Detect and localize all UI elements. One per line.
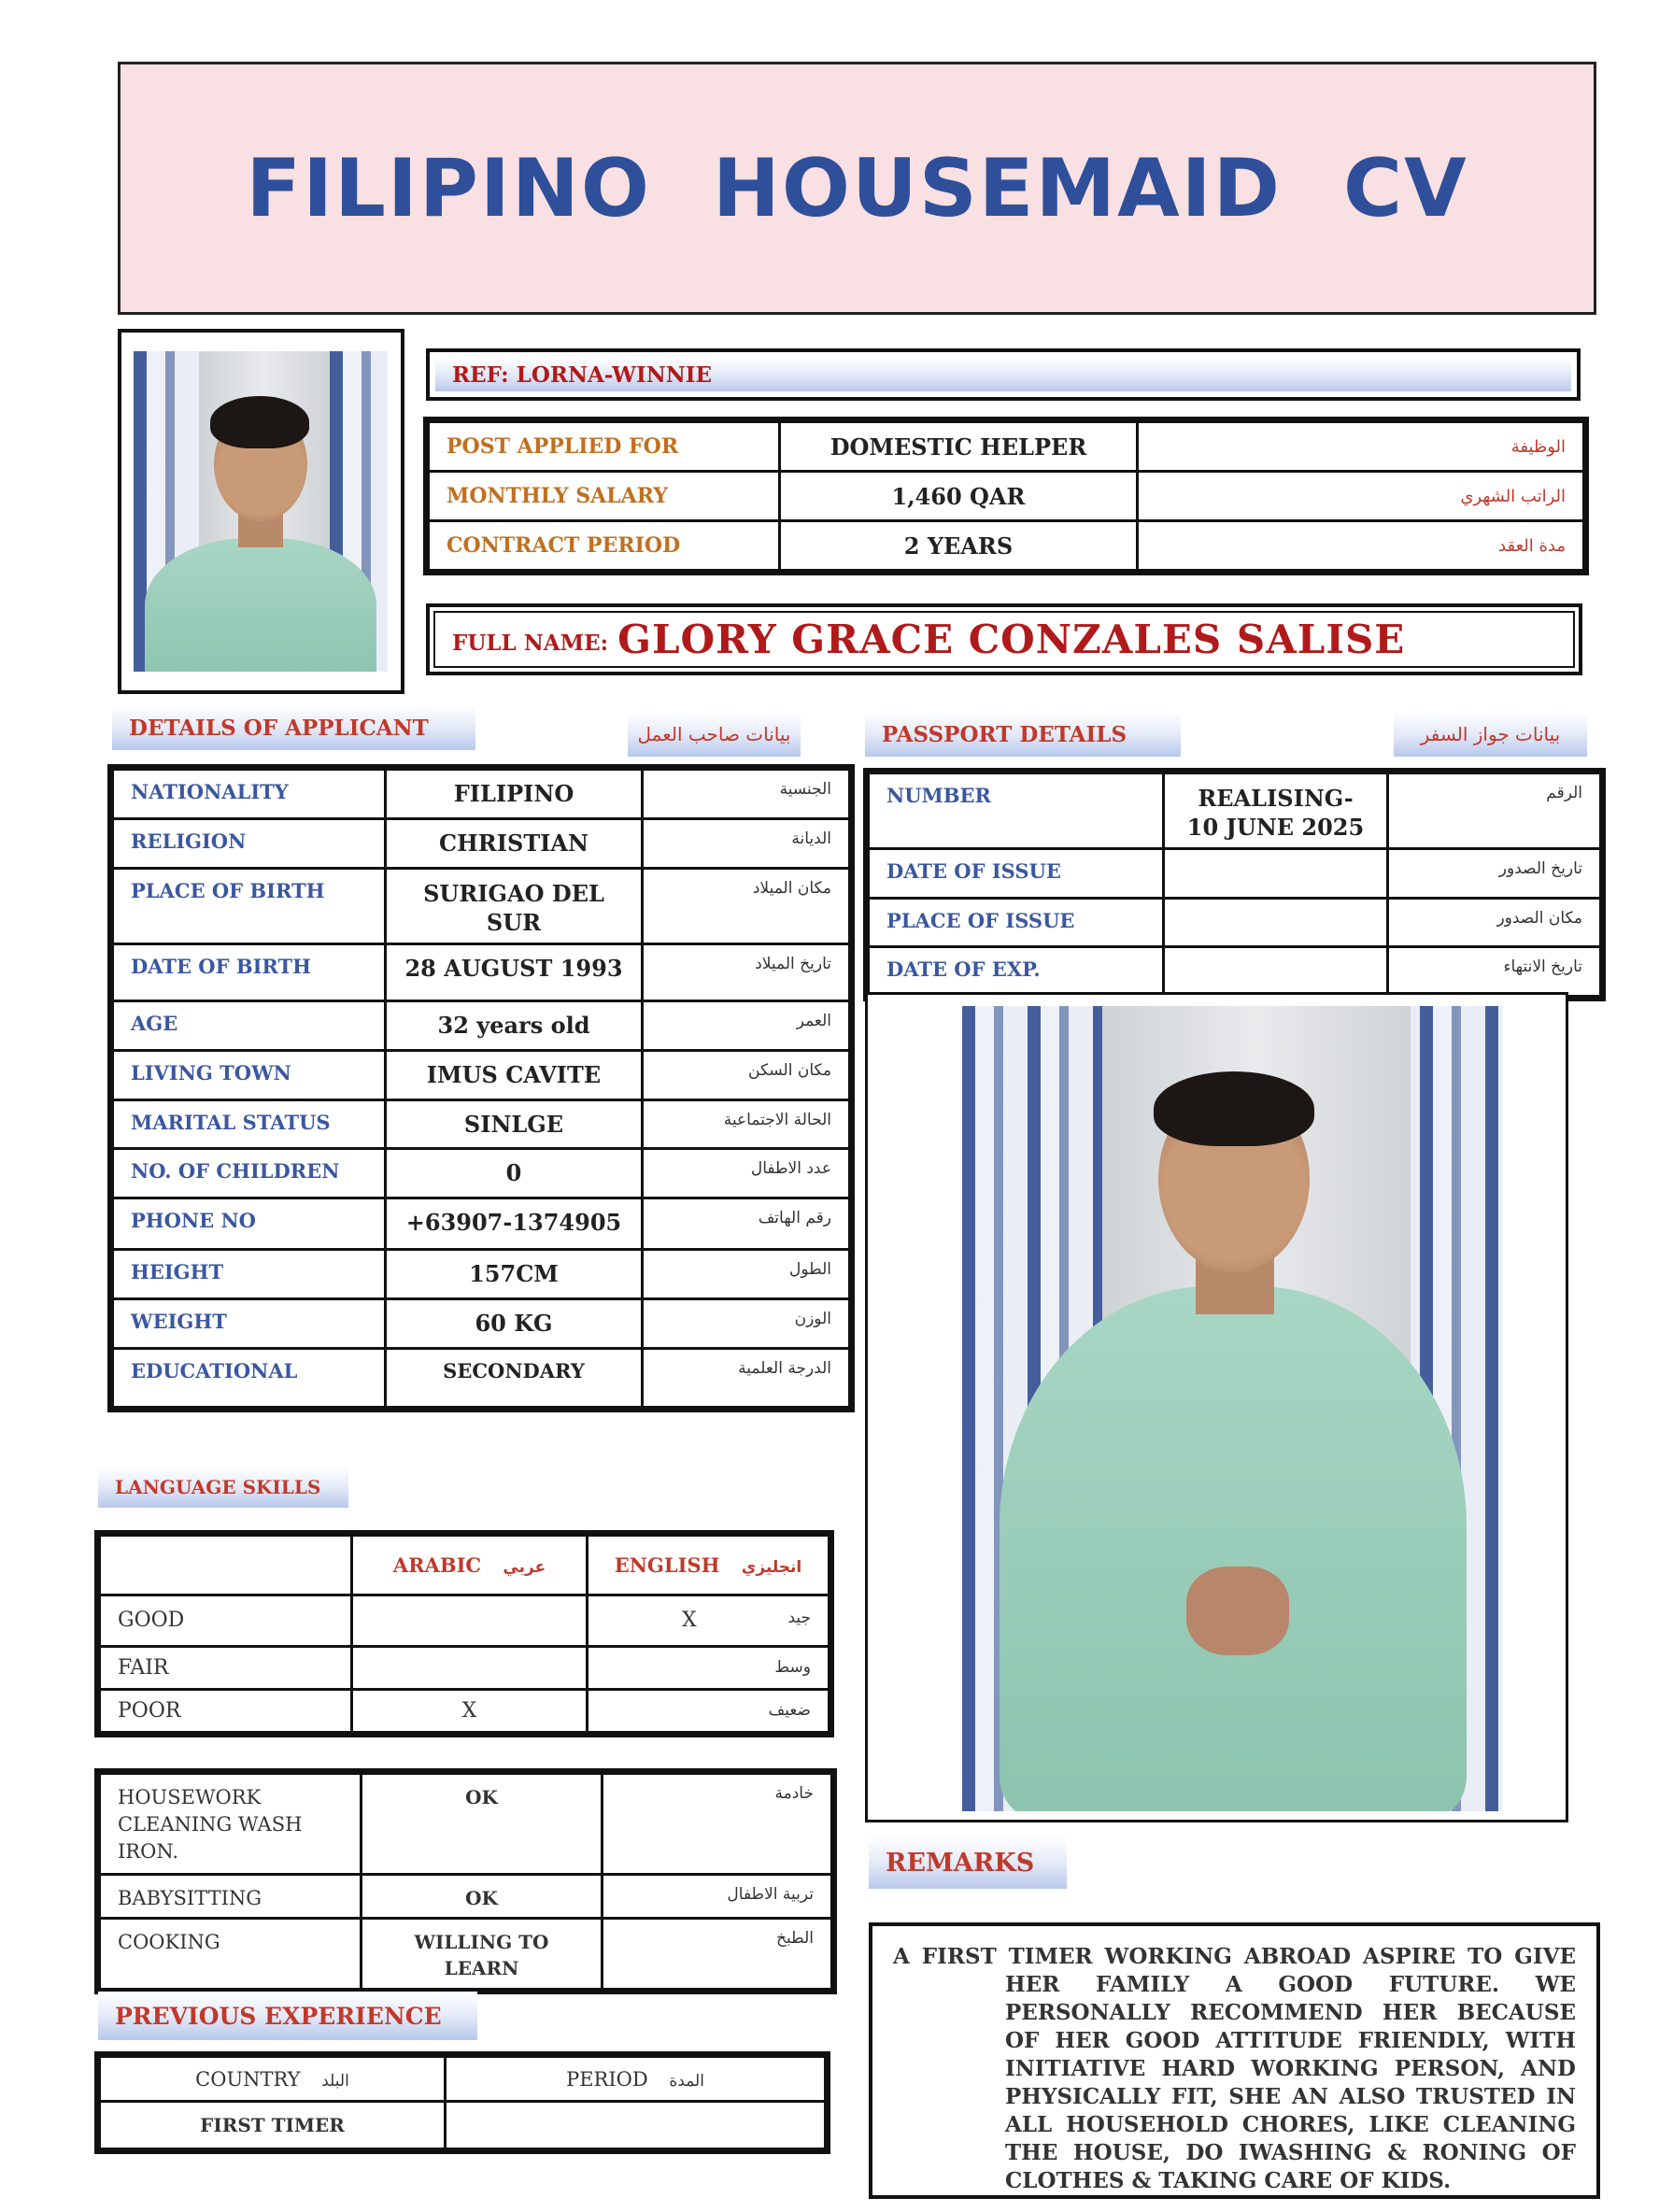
skill-label: BABYSITTING [100, 1875, 362, 1919]
applicant-label: MARITAL STATUS [113, 1099, 386, 1149]
passport-value [1164, 849, 1388, 899]
applicant-label-ar: الطول [643, 1250, 850, 1299]
passport-row [869, 898, 1601, 947]
experience-col-period-ar: المدة [669, 2071, 704, 2091]
experience-period [446, 2102, 826, 2149]
language-level-ar: ضعيف [768, 1701, 811, 1721]
passport-row [869, 773, 1601, 849]
job-label-ar: مدة العقد [1138, 521, 1584, 571]
passport-label: DATE OF EXP. [869, 947, 1164, 997]
passport-row [869, 849, 1601, 899]
skill-value: OK [362, 1875, 603, 1919]
applicant-value: SINLGE [386, 1099, 643, 1149]
language-heading: LANGUAGE SKILLS [98, 1467, 348, 1508]
applicant-row [113, 868, 850, 943]
language-level: GOOD [100, 1595, 352, 1646]
applicant-value: IMUS CAVITE [386, 1050, 643, 1099]
applicant-label-ar: الديانة [643, 818, 850, 868]
skills-row [100, 1919, 832, 1990]
remarks-box [869, 1922, 1600, 2199]
applicant-value: FILIPINO [386, 770, 643, 819]
applicant-label: AGE [113, 1000, 386, 1050]
applicant-value: +63907-1374905 [386, 1198, 643, 1250]
applicant-row [113, 818, 850, 868]
passport-label: NUMBER [869, 773, 1164, 849]
applicant-heading-ar: بيانات صاحب العمل [628, 712, 801, 757]
applicant-label: WEIGHT [113, 1299, 386, 1349]
applicant-label: NO. OF CHILDREN [113, 1149, 386, 1198]
skill-value: OK [362, 1774, 603, 1875]
skills-row [100, 1875, 832, 1919]
applicant-label-ar: تاريخ الميلاد [643, 943, 850, 1000]
applicant-row [113, 1250, 850, 1299]
language-table [94, 1530, 834, 1737]
applicant-label-ar: الجنسية [643, 770, 850, 819]
language-col-arabic-label: ARABIC [392, 1553, 482, 1578]
job-row [429, 521, 1584, 571]
applicant-row [113, 1299, 850, 1349]
portrait-photo-frame [118, 329, 404, 694]
experience-col-period: PERIOD [566, 2067, 648, 2091]
language-level-ar: جيد [787, 1609, 811, 1628]
language-arabic-mark [352, 1595, 588, 1646]
experience-heading: PREVIOUS EXPERIENCE [98, 1992, 477, 2040]
applicant-row [113, 1198, 850, 1250]
language-row [100, 1646, 830, 1689]
applicant-label-ar: مكان الميلاد [643, 868, 850, 943]
language-level-ar: وسط [774, 1658, 811, 1678]
job-value: 1,460 QAR [780, 472, 1138, 521]
applicant-label: DATE OF BIRTH [113, 943, 386, 1000]
language-header-row [100, 1536, 830, 1595]
applicant-label: LIVING TOWN [113, 1050, 386, 1099]
language-row [100, 1595, 830, 1646]
applicant-label: NATIONALITY [113, 770, 386, 819]
job-value: DOMESTIC HELPER [780, 422, 1138, 472]
skill-label-ar: تربية الاطفال [603, 1875, 832, 1919]
passport-table [863, 768, 1606, 1001]
skill-label-ar: الطبخ [603, 1919, 832, 1990]
full-name-label: FULL NAME: [452, 631, 609, 656]
job-label: CONTRACT PERIOD [429, 521, 780, 571]
experience-header-row [100, 2057, 826, 2102]
passport-row [869, 947, 1601, 997]
job-label: MONTHLY SALARY [429, 472, 780, 521]
language-col-english-ar: انجليزي [741, 1558, 802, 1578]
language-col-arabic [352, 1536, 588, 1595]
language-level: FAIR [100, 1646, 352, 1689]
applicant-row [113, 1000, 850, 1050]
applicant-label-ar: مكان السكن [643, 1050, 850, 1099]
job-value: 2 YEARS [780, 521, 1138, 571]
applicant-value: 157CM [386, 1250, 643, 1299]
passport-label-ar: تاريخ الانتهاء [1388, 947, 1601, 997]
applicant-label: PLACE OF BIRTH [113, 868, 386, 943]
remarks-text: A FIRST TIMER WORKING ABROAD ASPIRE TO GIVE HER FAMILY A GOOD FUTURE. WE PERSONALLY RECOMMEND HER BECAUSE OF HER GOOD ATTITUDE FRIENDLY, WITH INITIATIVE HARD WORKING PERSON, AND PHYSICALLY FIT, SHE AN ALSO TRUSTED IN ALL HOUSEHOLD CHORES, LIKE CLEANING THE HOUSE, DO IWASHING & RONING OF CLOTHES & TAKING CARE OF KIDS. [893, 1944, 1576, 2193]
title-banner [118, 62, 1596, 315]
passport-heading-ar: بيانات جواز السفر [1394, 712, 1587, 757]
applicant-label: PHONE NO [113, 1198, 386, 1250]
skill-label-ar: خادمة [603, 1774, 832, 1875]
applicant-label-ar: عدد الاطفال [643, 1149, 850, 1198]
skills-table [94, 1768, 837, 1994]
applicant-label-ar: الوزن [643, 1299, 850, 1349]
applicant-value: SURIGAO DEL SUR [386, 868, 643, 943]
applicant-row [113, 770, 850, 819]
applicant-value: 60 KG [386, 1299, 643, 1349]
remarks-heading: REMARKS [869, 1836, 1067, 1889]
full-body-photo-frame [865, 992, 1568, 1822]
applicant-label: HEIGHT [113, 1250, 386, 1299]
applicant-value: 32 years old [386, 1000, 643, 1050]
applicant-label: RELIGION [113, 818, 386, 868]
skill-label: COOKING [100, 1919, 362, 1990]
applicant-row [113, 1348, 850, 1407]
applicant-heading: DETAILS OF APPLICANT [112, 705, 475, 750]
applicant-label-ar: العمر [643, 1000, 850, 1050]
language-col-english [588, 1536, 830, 1595]
passport-label: PLACE OF ISSUE [869, 898, 1164, 947]
experience-col-country-ar: البلد [321, 2071, 349, 2091]
applicant-row [113, 1149, 850, 1198]
job-label: POST APPLIED FOR [429, 422, 780, 472]
language-row [100, 1689, 830, 1732]
language-english-mark: X [682, 1609, 697, 1633]
experience-row [100, 2102, 826, 2149]
language-arabic-mark: X [352, 1689, 588, 1732]
language-level: POOR [100, 1689, 352, 1732]
passport-label-ar: الرقم [1388, 773, 1601, 849]
applicant-label-ar: رقم الهاتف [643, 1198, 850, 1250]
applicant-label-ar: الحالة الاجتماعية [643, 1099, 850, 1149]
experience-table [94, 2051, 830, 2154]
page-title: FILIPINO HOUSEMAID CV [246, 141, 1468, 235]
applicant-value: 0 [386, 1149, 643, 1198]
passport-label-ar: مكان الصدور [1388, 898, 1601, 947]
applicant-value: SECONDARY [386, 1348, 643, 1407]
job-table [423, 417, 1589, 575]
passport-value [1164, 947, 1388, 997]
language-col-arabic-ar: عربي [503, 1558, 546, 1578]
applicant-value: CHRISTIAN [386, 818, 643, 868]
applicant-value: 28 AUGUST 1993 [386, 943, 643, 1000]
reference-box [426, 348, 1581, 401]
applicant-label: EDUCATIONAL [113, 1348, 386, 1407]
skill-label: HOUSEWORK CLEANING WASH IRON. [100, 1774, 362, 1875]
passport-label: DATE OF ISSUE [869, 849, 1164, 899]
passport-heading: PASSPORT DETAILS [865, 712, 1181, 757]
job-label-ar: الراتب الشهري [1138, 472, 1584, 521]
passport-value [1164, 898, 1388, 947]
portrait-photo [134, 351, 388, 672]
job-label-ar: الوظيفة [1138, 422, 1584, 472]
applicant-row [113, 1050, 850, 1099]
job-row [429, 472, 1584, 521]
applicant-row [113, 943, 850, 1000]
reference-text: REF: LORNA-WINNIE [435, 358, 1571, 391]
passport-value: REALISING- 10 JUNE 2025 [1164, 773, 1388, 849]
full-name-value: GLORY GRACE CONZALES SALISE [617, 617, 1406, 662]
passport-label-ar: تاريخ الصدور [1388, 849, 1601, 899]
experience-col-country: COUNTRY [195, 2067, 301, 2091]
full-name-box [426, 603, 1582, 675]
language-arabic-mark [352, 1646, 588, 1689]
job-row [429, 422, 1584, 472]
experience-country: FIRST TIMER [100, 2102, 446, 2149]
skills-row [100, 1774, 832, 1875]
full-body-photo [962, 1006, 1503, 1811]
applicant-row [113, 1099, 850, 1149]
skill-value: WILLING TO LEARN [362, 1919, 603, 1990]
language-col-english-label: ENGLISH [614, 1553, 720, 1578]
applicant-table [107, 764, 855, 1412]
applicant-label-ar: الدرجة العلمية [643, 1348, 850, 1407]
